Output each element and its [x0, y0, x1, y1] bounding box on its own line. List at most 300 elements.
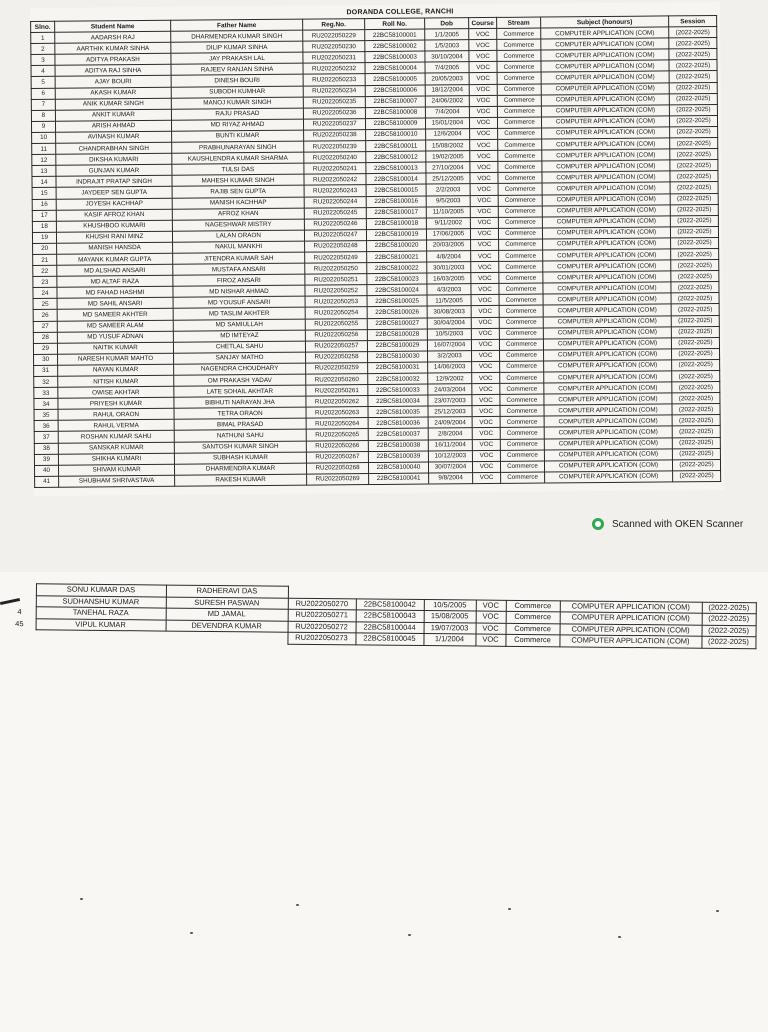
table-cell: (2022-2025) — [670, 204, 718, 216]
table-cell: VOC — [469, 95, 497, 106]
table-cell: 22BC58100044 — [356, 621, 424, 633]
table-cell: RU2022050272 — [288, 621, 356, 633]
table-cell: VOC — [470, 139, 498, 150]
table-cell: VOC — [471, 328, 499, 339]
table-cell: COMPUTER APPLICATION (COM) — [543, 260, 671, 272]
table-cell: MD SAMIULLAH — [173, 319, 305, 331]
table-cell: COMPUTER APPLICATION (COM) — [542, 171, 670, 183]
table-cell: RU2022050241 — [304, 163, 366, 175]
table-cell: 22BC58100031 — [368, 362, 428, 374]
table-cell: VOC — [472, 406, 500, 417]
table-cell: VOC — [471, 239, 499, 250]
table-cell: 34 — [34, 398, 58, 409]
table-cell: 19 — [32, 232, 56, 243]
table-cell: (2022-2025) — [670, 171, 718, 183]
table-cell: COMPUTER APPLICATION (COM) — [542, 182, 670, 194]
table-cell: 25/12/2005 — [426, 173, 470, 184]
table-cell: 30/10/2004 — [425, 51, 469, 62]
table-cell: 16 — [32, 199, 56, 210]
table-cell: 11/10/2005 — [426, 206, 470, 217]
table-cell: 14/06/2003 — [428, 362, 472, 373]
table-cell — [165, 631, 287, 644]
table-cell: RU2022050235 — [303, 96, 365, 108]
table-cell: RU2022050230 — [303, 41, 365, 53]
table-cell: SONU KUMAR DAS — [36, 584, 166, 597]
table-cell: CHETLAL SAHU — [173, 341, 305, 353]
table-cell: SHUBHAM SHRIVASTAVA — [59, 475, 175, 487]
table-cell: 8 — [31, 110, 55, 121]
table-cell: MD JAMAL — [166, 608, 288, 621]
table-cell: AADARSH RAJ — [55, 31, 171, 43]
table-cell: BIMAL PRASAD — [174, 418, 306, 430]
table-cell: VOC — [471, 284, 499, 295]
table-cell: RU2022050263 — [306, 407, 368, 419]
table-cell: 35 — [34, 410, 58, 421]
table-cell: Commerce — [498, 217, 542, 228]
table-cell: 12/9/2002 — [428, 373, 472, 384]
oken-logo-icon — [592, 518, 604, 530]
table-cell: COMPUTER APPLICATION (COM) — [541, 27, 669, 39]
table-cell: (2022-2025) — [671, 293, 719, 305]
table-cell: 25 — [33, 299, 57, 310]
table-cell: Commerce — [499, 272, 543, 283]
table-cell: (2022-2025) — [669, 49, 717, 61]
table-cell: BUNTI KUMAR — [172, 130, 304, 142]
table-cell: (2022-2025) — [672, 359, 720, 371]
table-cell: SHIVAM KUMAR — [58, 464, 174, 476]
table-cell: RAJIB SEN GUPTA — [172, 186, 304, 198]
table-cell: 22BC58100030 — [368, 351, 428, 363]
table-cell: 1 — [31, 32, 55, 43]
table-cell: Commerce — [497, 117, 541, 128]
table-cell: 4/8/2004 — [427, 251, 471, 262]
table-cell: 22BC58100027 — [367, 318, 427, 330]
table-cell: (2022-2025) — [670, 193, 718, 205]
table-cell: MANISH KACHHAP — [172, 197, 304, 209]
table-cell: 41 — [35, 476, 59, 487]
table-cell: JAYDEEP SEN GUPTA — [56, 187, 172, 199]
table-cell: RU2022050236 — [303, 107, 365, 119]
table-cell: Commerce — [497, 39, 541, 50]
table-cell: PRABHUNARAYAN SINGH — [172, 141, 304, 153]
table-cell: RU2022050262 — [306, 396, 368, 408]
table-cell: 39 — [34, 454, 58, 465]
table-cell: Commerce — [497, 73, 541, 84]
table-cell: 24 — [33, 288, 57, 299]
table-cell: COMPUTER APPLICATION (COM) — [542, 127, 670, 139]
table-cell: 37 — [34, 432, 58, 443]
table-cell: NITISH KUMAR — [58, 375, 174, 387]
table-cell: COMPUTER APPLICATION (COM) — [544, 393, 672, 405]
column-header: Course — [469, 17, 497, 28]
table-cell: Commerce — [500, 416, 544, 427]
student-roster-table — [30, 15, 721, 488]
table-cell: DINESH BOURI — [171, 75, 303, 87]
table-cell: COMPUTER APPLICATION (COM) — [543, 315, 671, 327]
table-cell: COMPUTER APPLICATION (COM) — [544, 449, 672, 461]
table-cell: DILIP KUMAR SINHA — [171, 41, 303, 53]
table-cell: 20/05/2003 — [425, 73, 469, 84]
table-cell: 11/5/2005 — [427, 295, 471, 306]
table-cell: 9 — [31, 121, 55, 132]
table-cell: MD RIYAZ AHMAD — [171, 119, 303, 131]
table-cell: VOC — [469, 106, 497, 117]
table-cell: VOC — [476, 623, 506, 635]
table-cell: COMPUTER APPLICATION (COM) — [543, 282, 671, 294]
table-cell: MUSTAFA ANSARI — [173, 263, 305, 275]
table-cell: MD SAMEER AKHTER — [57, 309, 173, 321]
table-cell: VOC — [470, 195, 498, 206]
table-cell — [4, 595, 36, 607]
table-cell: Commerce — [498, 183, 542, 194]
table-cell: VOC — [472, 450, 500, 461]
table-cell: 6 — [31, 88, 55, 99]
table-cell: 22BC58100040 — [368, 462, 428, 474]
table-cell: (2022-2025) — [672, 404, 720, 416]
table-cell: 27 — [33, 321, 57, 332]
table-cell: COMPUTER APPLICATION (COM) — [542, 193, 670, 205]
table-cell: COMPUTER APPLICATION (COM) — [543, 238, 671, 250]
table-cell: RU2022050232 — [303, 63, 365, 75]
table-cell: (2022-2025) — [669, 82, 717, 94]
table-cell: 22BC58100023 — [367, 273, 427, 285]
table-cell: 28 — [33, 332, 57, 343]
table-cell: 2 — [31, 43, 55, 54]
column-header: Dob — [425, 18, 469, 29]
table-cell: VOC — [471, 317, 499, 328]
table-cell: BIBHUTI NARAYAN JHA — [174, 396, 306, 408]
table-cell: RADHERAVI DAS — [166, 585, 288, 598]
table-cell: NAITIK KUMAR — [57, 342, 173, 354]
table-cell: COMPUTER APPLICATION (COM) — [543, 249, 671, 261]
table-cell: 22 — [33, 265, 57, 276]
table-cell: COMPUTER APPLICATION (COM) — [542, 160, 670, 172]
table-cell: (2022-2025) — [671, 248, 719, 260]
table-cell: 23 — [33, 276, 57, 287]
table-cell: 36 — [34, 421, 58, 432]
table-cell: 22BC58100037 — [368, 429, 428, 441]
table-cell: 7/4/2004 — [425, 106, 469, 117]
table-cell: 10/5/2005 — [424, 599, 476, 611]
table-cell: (2022-2025) — [672, 459, 720, 471]
table-cell: MD IMTEYAZ — [173, 330, 305, 342]
table-cell: NATHUNI SAHU — [174, 430, 306, 442]
table-cell: VIPUL KUMAR — [36, 618, 166, 631]
table-cell: LATE SOHAIL AKHTAR — [174, 385, 306, 397]
table-cell: RAJEEV RANJAN SINHA — [171, 63, 303, 75]
table-cell: VOC — [471, 250, 499, 261]
table-cell: 22BC58100042 — [356, 598, 424, 610]
table-cell: 13 — [32, 165, 56, 176]
table-cell: Commerce — [500, 372, 544, 383]
table-cell: VOC — [470, 128, 498, 139]
table-cell: 12/6/2004 — [426, 129, 470, 140]
table-cell: NAGENDRA CHOUDHARY — [174, 363, 306, 375]
table-cell: SUDHANSHU KUMAR — [36, 595, 166, 608]
table-cell: 27/10/2004 — [426, 162, 470, 173]
table-cell: (2022-2025) — [671, 337, 719, 349]
table-cell: COMPUTER APPLICATION (COM) — [545, 471, 673, 483]
table-cell: COMPUTER APPLICATION (COM) — [542, 216, 670, 228]
table-cell: VOC — [469, 62, 497, 73]
table-cell: Commerce — [500, 383, 544, 394]
table-cell: 24/03/2004 — [428, 384, 472, 395]
table-cell: OM PRAKASH YADAV — [174, 374, 306, 386]
scan-speck — [618, 936, 621, 938]
table-cell: RU2022050253 — [305, 296, 367, 308]
table-cell: 22BC58100045 — [355, 633, 423, 645]
table-cell: COMPUTER APPLICATION (COM) — [544, 437, 672, 449]
table-cell: ROSHAN KUMAR SAHU — [58, 431, 174, 443]
table-cell: Commerce — [499, 317, 543, 328]
table-cell: RU2022050265 — [306, 429, 368, 441]
table-cell: 10/12/2003 — [428, 450, 472, 461]
table-cell — [4, 584, 36, 596]
table-cell: 22BC58100012 — [366, 151, 426, 163]
table-cell: AKASH KUMAR — [55, 87, 171, 99]
table-cell: RU2022050249 — [305, 252, 367, 264]
table-cell: COMPUTER APPLICATION (COM) — [543, 293, 671, 305]
table-cell: COMPUTER APPLICATION (COM) — [544, 349, 672, 361]
table-cell: 22BC58100041 — [369, 473, 429, 485]
table-cell: 22BC58100029 — [367, 340, 427, 352]
table-cell: (2022-2025) — [670, 226, 718, 238]
table-cell: 19/07/2003 — [424, 622, 476, 634]
table-cell: OWISE AKHTAR — [58, 386, 174, 398]
table-cell: Commerce — [498, 172, 542, 183]
table-cell: VOC — [472, 350, 500, 361]
table-cell: (2022-2025) — [673, 470, 721, 482]
table-cell — [702, 590, 756, 602]
table-cell: (2022-2025) — [671, 326, 719, 338]
scan-speck — [190, 932, 193, 934]
table-cell: VOC — [470, 217, 498, 228]
table-cell: (2022-2025) — [672, 382, 720, 394]
table-cell: (2022-2025) — [672, 370, 720, 382]
table-cell: COMPUTER APPLICATION (COM) — [543, 304, 671, 316]
table-cell: INDRAJIT PRATAP SINGH — [56, 176, 172, 188]
table-cell: 15/01/2004 — [425, 118, 469, 129]
table-cell — [476, 588, 506, 600]
table-cell: AARTHIK KUMAR SINHA — [55, 42, 171, 54]
column-header: Session — [669, 16, 717, 28]
table-cell: 14 — [32, 177, 56, 188]
column-header: Father Name — [171, 19, 303, 31]
table-cell: 22BC58100008 — [365, 107, 425, 119]
column-header: Roll No. — [365, 18, 425, 30]
table-cell: Commerce — [498, 161, 542, 172]
table-cell: RU2022050247 — [304, 229, 366, 241]
table-cell: ADITYA PRAKASH — [55, 54, 171, 66]
table-cell: 22BC58100007 — [365, 96, 425, 108]
table-cell: COMPUTER APPLICATION (COM) — [560, 623, 702, 636]
table-cell: 16/11/2004 — [428, 439, 472, 450]
table-cell: 22BC58100036 — [368, 417, 428, 429]
table-cell: 10/5/2003 — [427, 328, 471, 339]
table-cell: VOC — [471, 261, 499, 272]
table-cell: VOC — [471, 295, 499, 306]
table-cell: KASIF AFROZ KHAN — [56, 209, 172, 221]
table-cell: KHUSHI RANI MINZ — [56, 231, 172, 243]
table-cell: COMPUTER APPLICATION (COM) — [541, 82, 669, 94]
table-cell: 15/08/2005 — [424, 611, 476, 623]
table-cell: MD TASLIM AKHTER — [173, 308, 305, 320]
table-cell: ANKIT KUMAR — [55, 109, 171, 121]
table-cell: 1/1/2004 — [423, 634, 475, 646]
table-cell: COMPUTER APPLICATION (COM) — [541, 71, 669, 83]
table-cell: (2022-2025) — [672, 415, 720, 427]
table-cell: (2022-2025) — [672, 426, 720, 438]
student-roster-continuation — [3, 583, 756, 649]
table-cell: 4 — [31, 66, 55, 77]
table-cell: 18/12/2004 — [425, 84, 469, 95]
table-cell: 10 — [32, 132, 56, 143]
table-cell: 30/01/2003 — [427, 262, 471, 273]
table-cell: 38 — [34, 443, 58, 454]
table-cell: 9/5/2003 — [426, 195, 470, 206]
table-cell: AFROZ KHAN — [172, 208, 304, 220]
table-cell: COMPUTER APPLICATION (COM) — [542, 205, 670, 217]
table-cell: COMPUTER APPLICATION (COM) — [544, 426, 672, 438]
table-cell: VOC — [472, 428, 500, 439]
table-cell: 22BC58100019 — [366, 229, 426, 241]
table-cell: Commerce — [497, 50, 541, 61]
table-cell: Commerce — [500, 394, 544, 405]
table-cell: TULSI DAS — [172, 163, 304, 175]
table-cell: ANIK KUMAR SINGH — [55, 98, 171, 110]
table-cell: DIKSHA KUMARI — [56, 153, 172, 165]
table-cell: 9/11/2002 — [426, 217, 470, 228]
table-cell: 1/1/2005 — [425, 29, 469, 40]
table-cell: KAUSHLENDRA KUMAR SHARMA — [172, 152, 304, 164]
table-cell: 30 — [34, 354, 58, 365]
table-cell: (2022-2025) — [669, 71, 717, 83]
scan-speck — [408, 934, 411, 936]
table-cell: Commerce — [498, 139, 542, 150]
table-cell: COMPUTER APPLICATION (COM) — [541, 38, 669, 50]
table-cell: VOC — [470, 228, 498, 239]
table-cell: Commerce — [497, 28, 541, 39]
table-cell: RU2022050246 — [304, 218, 366, 230]
table-cell: 4/3/2003 — [427, 284, 471, 295]
table-cell: COMPUTER APPLICATION (COM) — [560, 600, 702, 613]
table-cell: (2022-2025) — [671, 282, 719, 294]
scan-speck — [508, 908, 511, 910]
table-cell: COMPUTER APPLICATION (COM) — [544, 415, 672, 427]
table-cell: RU2022050270 — [288, 598, 356, 610]
table-cell: VOC — [472, 461, 500, 472]
table-cell: FIROZ ANSARI — [173, 274, 305, 286]
table-cell: 20/03/2005 — [427, 240, 471, 251]
table-cell: RU2022050243 — [304, 185, 366, 197]
table-cell: VOC — [475, 634, 505, 646]
table-cell: RU2022050260 — [306, 374, 368, 386]
table-cell: VOC — [476, 600, 506, 612]
table-cell: 7 — [31, 99, 55, 110]
table-cell: VOC — [469, 73, 497, 84]
table-cell: 22BC58100026 — [367, 306, 427, 318]
table-cell: 24/06/2002 — [425, 95, 469, 106]
table-cell: 22BC58100013 — [366, 162, 426, 174]
table-cell: 45 — [15, 618, 24, 628]
table-cell: 22BC58100001 — [365, 29, 425, 41]
table-cell: SANJAY MATHO — [174, 352, 306, 364]
table-cell: RU2022050269 — [307, 473, 369, 485]
table-cell: MANOJ KUMAR SINGH — [171, 97, 303, 109]
table-cell: JOYESH KACHHAP — [56, 198, 172, 210]
table-cell: JAY PRAKASH LAL — [171, 52, 303, 64]
table-cell: (2022-2025) — [669, 115, 717, 127]
table-cell: (2022-2025) — [672, 448, 720, 460]
table-cell: RU2022050266 — [306, 440, 368, 452]
table-cell: VOC — [469, 40, 497, 51]
table-cell: COMPUTER APPLICATION (COM) — [542, 149, 670, 161]
table-cell: SURESH PASWAN — [166, 597, 288, 610]
table-cell: 2/2/2003 — [426, 184, 470, 195]
table-cell: Commerce — [500, 427, 544, 438]
table-cell: 7/4/2005 — [425, 62, 469, 73]
table-cell: VOC — [472, 361, 500, 372]
table-cell: LALAN ORAON — [172, 230, 304, 242]
table-cell: ADITYA RAJ SINHA — [55, 65, 171, 77]
table-cell: RU2022050237 — [303, 118, 365, 130]
table-cell: (2022-2025) — [702, 602, 756, 614]
table-cell: 22BC58100016 — [366, 196, 426, 208]
table-cell: RAKESH KUMAR — [175, 474, 307, 486]
table-cell: COMPUTER APPLICATION (COM) — [544, 460, 672, 472]
table-cell: 22BC58100021 — [367, 251, 427, 263]
table-cell: NAYAN KUMAR — [58, 364, 174, 376]
table-cell: RU2022050268 — [306, 462, 368, 474]
table-cell: Commerce — [499, 305, 543, 316]
table-cell: 22BC58100004 — [365, 62, 425, 74]
table-cell: Commerce — [500, 405, 544, 416]
table-cell: RU2022050259 — [306, 362, 368, 374]
table-cell: VOC — [470, 184, 498, 195]
column-header: Student Name — [55, 20, 171, 32]
table-cell: 30/04/2004 — [427, 317, 471, 328]
table-cell: 17/06/2005 — [426, 228, 470, 239]
table-cell: 32 — [34, 376, 58, 387]
table-cell: COMPUTER APPLICATION (COM) — [560, 612, 702, 625]
table-cell: (2022-2025) — [670, 160, 718, 172]
table-cell: AJAY BOURI — [55, 76, 171, 88]
table-cell: AVINASH KUMAR — [56, 131, 172, 143]
table-cell: SUBODH KUMHAR — [171, 86, 303, 98]
table-cell: RU2022050248 — [305, 240, 367, 252]
table-cell: 22BC58100038 — [368, 440, 428, 452]
table-cell: Commerce — [499, 328, 543, 339]
table-cell: 19/02/2005 — [426, 151, 470, 162]
table-cell: 22BC58100022 — [367, 262, 427, 274]
table-cell: NARESH KUMAR MAHTO — [58, 353, 174, 365]
scanned-page-1 — [30, 2, 724, 496]
table-cell: Commerce — [497, 61, 541, 72]
table-cell: JITENDRA KUMAR SAH — [173, 252, 305, 264]
table-cell: RU2022050238 — [304, 130, 366, 142]
table-cell: Commerce — [500, 461, 544, 472]
table-cell: Commerce — [499, 261, 543, 272]
table-cell: VOC — [472, 439, 500, 450]
table-cell: VOC — [469, 117, 497, 128]
table-cell: Commerce — [498, 150, 542, 161]
table-cell: VOC — [469, 29, 497, 40]
table-cell: (2022-2025) — [671, 315, 719, 327]
table-cell: 22BC58100034 — [368, 395, 428, 407]
table-cell: 22BC58100033 — [368, 384, 428, 396]
table-cell: RU2022050234 — [303, 85, 365, 97]
table-cell: RAJU PRASAD — [171, 108, 303, 120]
